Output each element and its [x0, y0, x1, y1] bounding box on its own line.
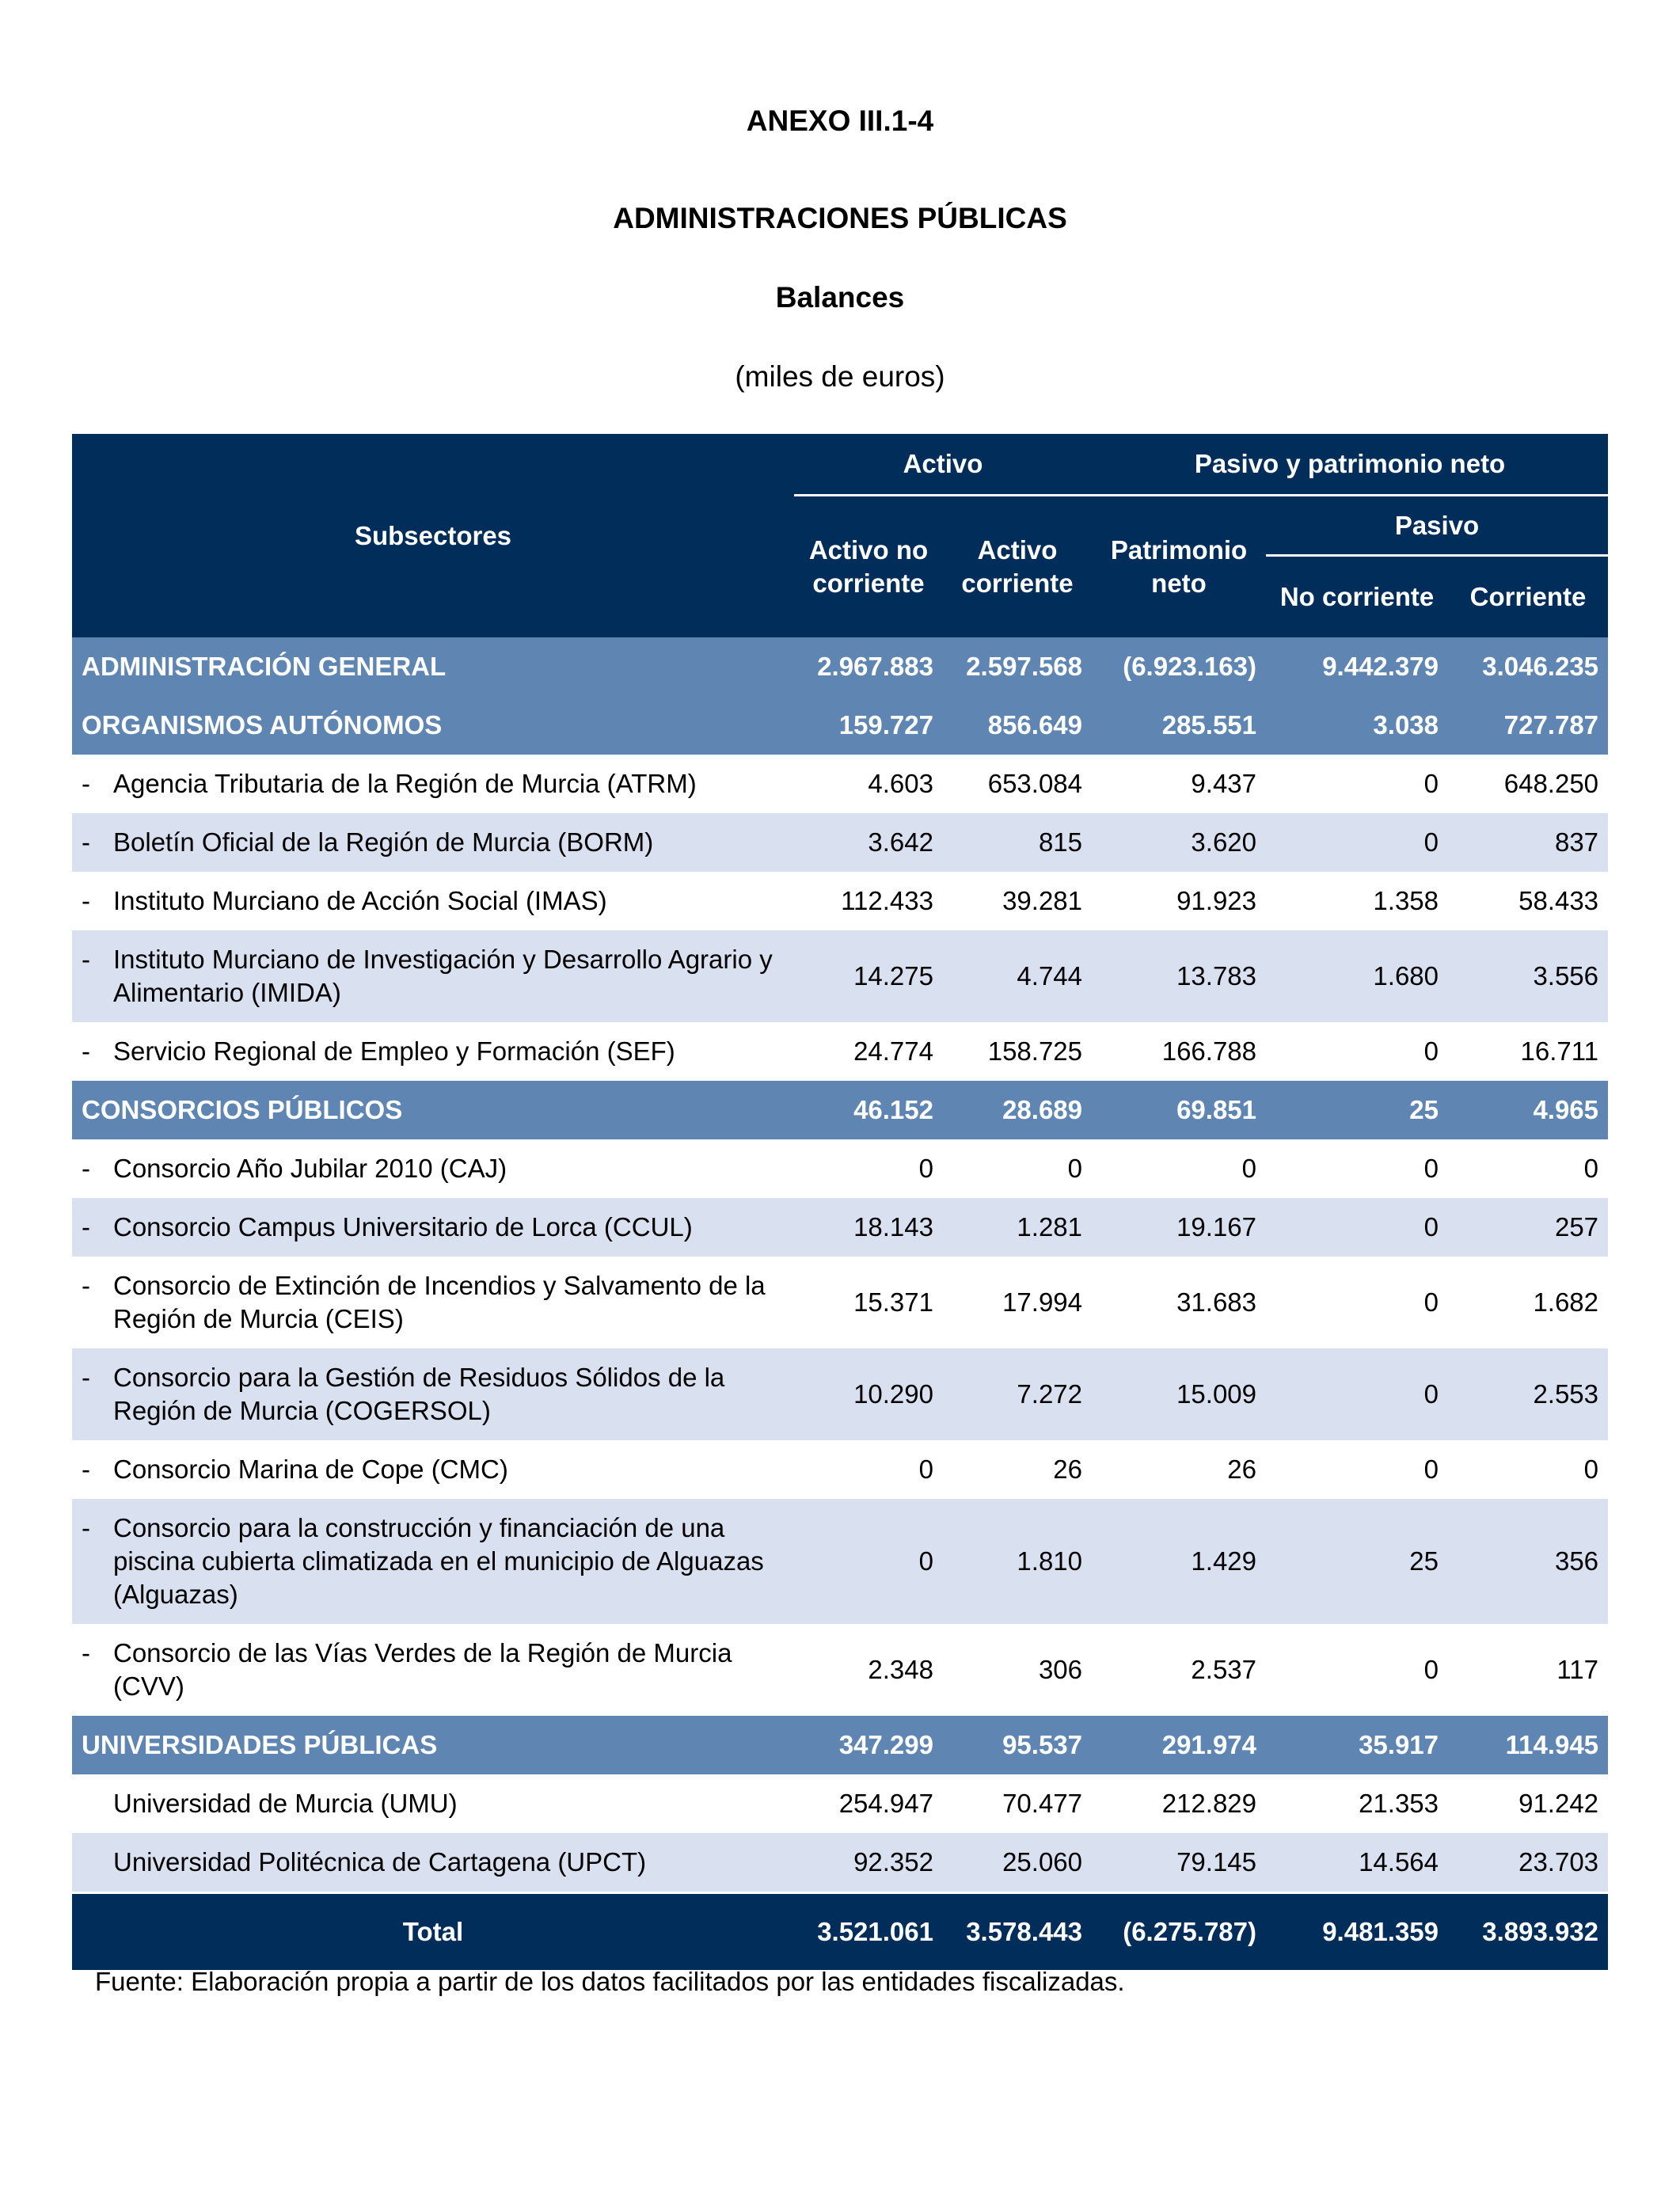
cell-activo-corriente: 70.477: [943, 1774, 1092, 1833]
cell-activo-no-corriente: 18.143: [794, 1198, 943, 1257]
bullet-dash: -: [82, 1212, 90, 1242]
cell-activo-no-corriente: 254.947: [794, 1774, 943, 1833]
header-subsectores: Subsectores: [72, 434, 794, 637]
cell-activo-no-corriente: 3.642: [794, 813, 943, 872]
table-row: [72, 1833, 1608, 1893]
table-row: [72, 1774, 1608, 1833]
entity-name: [72, 930, 794, 1022]
entity-name: [72, 1257, 794, 1348]
bullet-dash: -: [82, 769, 90, 798]
cell-patrimonio-neto: 79.145: [1092, 1833, 1266, 1893]
cell-patrimonio-neto: 69.851: [1092, 1081, 1266, 1139]
bullet-dash: -: [82, 1455, 90, 1484]
total-pasivo-no-corriente: 9.481.359: [1266, 1893, 1448, 1971]
cell-pasivo-no-corriente: 3.038: [1266, 696, 1448, 755]
entity-name: [72, 1440, 794, 1499]
cell-activo-no-corriente: 0: [794, 1139, 943, 1198]
cell-pasivo-corriente: 727.787: [1448, 696, 1608, 755]
total-label: Total: [72, 1893, 794, 1971]
bullet-dash: -: [82, 1513, 90, 1542]
cell-pasivo-corriente: 648.250: [1448, 755, 1608, 813]
cell-pasivo-corriente: 0: [1448, 1139, 1608, 1198]
cell-pasivo-corriente: 837: [1448, 813, 1608, 872]
entity-name: [72, 872, 794, 930]
bullet-dash: -: [82, 945, 90, 974]
cell-patrimonio-neto: 91.923: [1092, 872, 1266, 930]
cell-pasivo-corriente: 2.553: [1448, 1348, 1608, 1440]
cell-pasivo-corriente: 3.556: [1448, 930, 1608, 1022]
document-subtitle: Balances: [775, 281, 905, 314]
cell-pasivo-no-corriente: 0: [1266, 1139, 1448, 1198]
cell-pasivo-no-corriente: 0: [1266, 1440, 1448, 1499]
cell-activo-no-corriente: 14.275: [794, 930, 943, 1022]
source-note: Fuente: Elaboración propia a partir de los datos facilitados por las entidades fiscalizadas.: [95, 1967, 1125, 1996]
table-row: [72, 1348, 1608, 1440]
bullet-dash: -: [82, 827, 90, 857]
entity-name: [72, 1774, 794, 1833]
entity-name: [72, 755, 794, 813]
cell-patrimonio-neto: 285.551: [1092, 696, 1266, 755]
cell-pasivo-no-corriente: 0: [1266, 1624, 1448, 1716]
group-name: CONSORCIOS PÚBLICOS: [72, 1081, 794, 1139]
table-row: [72, 1499, 1608, 1624]
group-row: [72, 1081, 1608, 1139]
annex-title: ANEXO III.1-4: [746, 105, 934, 137]
cell-pasivo-corriente: 3.046.235: [1448, 637, 1608, 696]
cell-patrimonio-neto: 2.537: [1092, 1624, 1266, 1716]
cell-pasivo-no-corriente: 0: [1266, 813, 1448, 872]
entity-label: Consorcio Campus Universitario de Lorca (CCUL): [113, 1212, 693, 1242]
cell-patrimonio-neto: (6.923.163): [1092, 637, 1266, 696]
cell-activo-no-corriente: 0: [794, 1499, 943, 1624]
cell-patrimonio-neto: 31.683: [1092, 1257, 1266, 1348]
cell-activo-no-corriente: 10.290: [794, 1348, 943, 1440]
cell-pasivo-corriente: 58.433: [1448, 872, 1608, 930]
cell-activo-no-corriente: 347.299: [794, 1716, 943, 1774]
cell-patrimonio-neto: 166.788: [1092, 1022, 1266, 1081]
entity-name: [72, 1499, 794, 1624]
bullet-dash: -: [82, 1154, 90, 1183]
group-row: [72, 1716, 1608, 1774]
bullet-dash: -: [82, 1036, 90, 1066]
bullet-dash: -: [82, 1638, 90, 1668]
cell-pasivo-corriente: 117: [1448, 1624, 1608, 1716]
cell-pasivo-no-corriente: 0: [1266, 1348, 1448, 1440]
entity-name: [72, 1833, 794, 1893]
cell-pasivo-corriente: 16.711: [1448, 1022, 1608, 1081]
header-pasivo-no-corriente: No corriente: [1266, 556, 1448, 638]
cell-activo-corriente: 17.994: [943, 1257, 1092, 1348]
cell-activo-no-corriente: 2.967.883: [794, 637, 943, 696]
header-pasivo-patrimonio: Pasivo y patrimonio neto: [1092, 434, 1608, 496]
cell-pasivo-corriente: 4.965: [1448, 1081, 1608, 1139]
units-label: (miles de euros): [735, 360, 945, 393]
table-row: [72, 1198, 1608, 1257]
cell-pasivo-no-corriente: 0: [1266, 1022, 1448, 1081]
cell-pasivo-no-corriente: 25: [1266, 1081, 1448, 1139]
header-activo-no-corriente: Activo no corriente: [794, 496, 943, 638]
cell-patrimonio-neto: 291.974: [1092, 1716, 1266, 1774]
cell-pasivo-no-corriente: 0: [1266, 755, 1448, 813]
cell-activo-no-corriente: 112.433: [794, 872, 943, 930]
table-row: [72, 1022, 1608, 1081]
entity-label: Boletín Oficial de la Región de Murcia (BORM): [113, 827, 654, 857]
cell-activo-no-corriente: 15.371: [794, 1257, 943, 1348]
cell-activo-corriente: 26: [943, 1440, 1092, 1499]
total-pasivo-corriente: 3.893.932: [1448, 1893, 1608, 1971]
header-patrimonio-neto: Patrimonio neto: [1092, 496, 1266, 638]
cell-pasivo-no-corriente: 1.358: [1266, 872, 1448, 930]
cell-patrimonio-neto: 9.437: [1092, 755, 1266, 813]
entity-name: [72, 813, 794, 872]
cell-pasivo-corriente: 0: [1448, 1440, 1608, 1499]
cell-activo-corriente: 1.281: [943, 1198, 1092, 1257]
cell-patrimonio-neto: 19.167: [1092, 1198, 1266, 1257]
document-title: ADMINISTRACIONES PÚBLICAS: [613, 202, 1067, 234]
entity-name: [72, 1624, 794, 1716]
entity-name: [72, 1348, 794, 1440]
cell-pasivo-no-corriente: 0: [1266, 1257, 1448, 1348]
cell-patrimonio-neto: 15.009: [1092, 1348, 1266, 1440]
entity-name: [72, 1022, 794, 1081]
cell-patrimonio-neto: 0: [1092, 1139, 1266, 1198]
table-row: [72, 1440, 1608, 1499]
table-row: [72, 930, 1608, 1022]
cell-activo-corriente: 4.744: [943, 930, 1092, 1022]
cell-patrimonio-neto: 13.783: [1092, 930, 1266, 1022]
entity-label: Consorcio Marina de Cope (CMC): [113, 1455, 508, 1484]
table-row: [72, 1257, 1608, 1348]
entity-label: Universidad de Murcia (UMU): [113, 1789, 458, 1818]
cell-pasivo-corriente: 356: [1448, 1499, 1608, 1624]
header-activo-corriente: Activo corriente: [943, 496, 1092, 638]
cell-activo-no-corriente: 159.727: [794, 696, 943, 755]
cell-patrimonio-neto: 3.620: [1092, 813, 1266, 872]
entity-name: [72, 1139, 794, 1198]
cell-activo-corriente: 2.597.568: [943, 637, 1092, 696]
cell-pasivo-corriente: 23.703: [1448, 1833, 1608, 1893]
bullet-dash: -: [82, 1363, 90, 1392]
cell-activo-corriente: 95.537: [943, 1716, 1092, 1774]
cell-activo-corriente: 39.281: [943, 872, 1092, 930]
cell-activo-corriente: 158.725: [943, 1022, 1092, 1081]
entity-label: Universidad Politécnica de Cartagena (UPCT): [113, 1847, 647, 1877]
cell-activo-no-corriente: 46.152: [794, 1081, 943, 1139]
total-activo-no-corriente: 3.521.061: [794, 1893, 943, 1971]
entity-label: Consorcio de las Vías Verdes de la Región de Murcia (CVV): [113, 1638, 732, 1701]
table-row: [72, 813, 1608, 872]
cell-activo-no-corriente: 0: [794, 1440, 943, 1499]
header-pasivo-corriente: Corriente: [1448, 556, 1608, 638]
cell-pasivo-no-corriente: 1.680: [1266, 930, 1448, 1022]
cell-activo-corriente: 856.649: [943, 696, 1092, 755]
table-row: [72, 1624, 1608, 1716]
balances-table: [72, 434, 1608, 1970]
cell-activo-corriente: 0: [943, 1139, 1092, 1198]
table-row: [72, 1139, 1608, 1198]
cell-activo-no-corriente: 92.352: [794, 1833, 943, 1893]
cell-pasivo-corriente: 257: [1448, 1198, 1608, 1257]
cell-pasivo-no-corriente: 21.353: [1266, 1774, 1448, 1833]
cell-activo-corriente: 28.689: [943, 1081, 1092, 1139]
cell-activo-corriente: 306: [943, 1624, 1092, 1716]
cell-pasivo-no-corriente: 9.442.379: [1266, 637, 1448, 696]
cell-activo-no-corriente: 2.348: [794, 1624, 943, 1716]
total-activo-corriente: 3.578.443: [943, 1893, 1092, 1971]
entity-label: Consorcio para la construcción y financiación de una piscina cubierta climatizada en el municipio de Alguazas (Alguazas): [113, 1513, 764, 1609]
cell-activo-corriente: 815: [943, 813, 1092, 872]
cell-pasivo-no-corriente: 35.917: [1266, 1716, 1448, 1774]
group-row: [72, 696, 1608, 755]
header-pasivo: Pasivo: [1266, 496, 1608, 556]
cell-pasivo-no-corriente: 25: [1266, 1499, 1448, 1624]
table-body: [72, 637, 1608, 1893]
total-patrimonio-neto: (6.275.787): [1092, 1893, 1266, 1971]
entity-label: Servicio Regional de Empleo y Formación (SEF): [113, 1036, 675, 1066]
entity-label: Instituto Murciano de Investigación y Desarrollo Agrario y Alimentario (IMIDA): [113, 945, 773, 1007]
cell-activo-corriente: 25.060: [943, 1833, 1092, 1893]
entity-label: Consorcio Año Jubilar 2010 (CAJ): [113, 1154, 507, 1183]
entity-label: Agencia Tributaria de la Región de Murcia (ATRM): [113, 769, 697, 798]
cell-patrimonio-neto: 212.829: [1092, 1774, 1266, 1833]
table-row: [72, 755, 1608, 813]
total-row: [72, 1893, 1608, 1971]
group-name: UNIVERSIDADES PÚBLICAS: [72, 1716, 794, 1774]
entity-label: Consorcio para la Gestión de Residuos Sólidos de la Región de Murcia (COGERSOL): [113, 1363, 725, 1425]
group-name: ADMINISTRACIÓN GENERAL: [72, 637, 794, 696]
table-row: [72, 872, 1608, 930]
cell-patrimonio-neto: 1.429: [1092, 1499, 1266, 1624]
cell-patrimonio-neto: 26: [1092, 1440, 1266, 1499]
cell-pasivo-no-corriente: 0: [1266, 1198, 1448, 1257]
group-name: ORGANISMOS AUTÓNOMOS: [72, 696, 794, 755]
bullet-dash: -: [82, 886, 90, 915]
cell-pasivo-no-corriente: 14.564: [1266, 1833, 1448, 1893]
entity-name: [72, 1198, 794, 1257]
cell-pasivo-corriente: 91.242: [1448, 1774, 1608, 1833]
cell-activo-no-corriente: 4.603: [794, 755, 943, 813]
cell-activo-corriente: 7.272: [943, 1348, 1092, 1440]
group-row: [72, 637, 1608, 696]
entity-label: Consorcio de Extinción de Incendios y Salvamento de la Región de Murcia (CEIS): [113, 1271, 766, 1333]
cell-pasivo-corriente: 1.682: [1448, 1257, 1608, 1348]
cell-activo-no-corriente: 24.774: [794, 1022, 943, 1081]
cell-activo-corriente: 1.810: [943, 1499, 1092, 1624]
cell-pasivo-corriente: 114.945: [1448, 1716, 1608, 1774]
entity-label: Instituto Murciano de Acción Social (IMAS): [113, 886, 607, 915]
bullet-dash: -: [82, 1271, 90, 1300]
cell-activo-corriente: 653.084: [943, 755, 1092, 813]
header-activo: Activo: [794, 434, 1092, 496]
